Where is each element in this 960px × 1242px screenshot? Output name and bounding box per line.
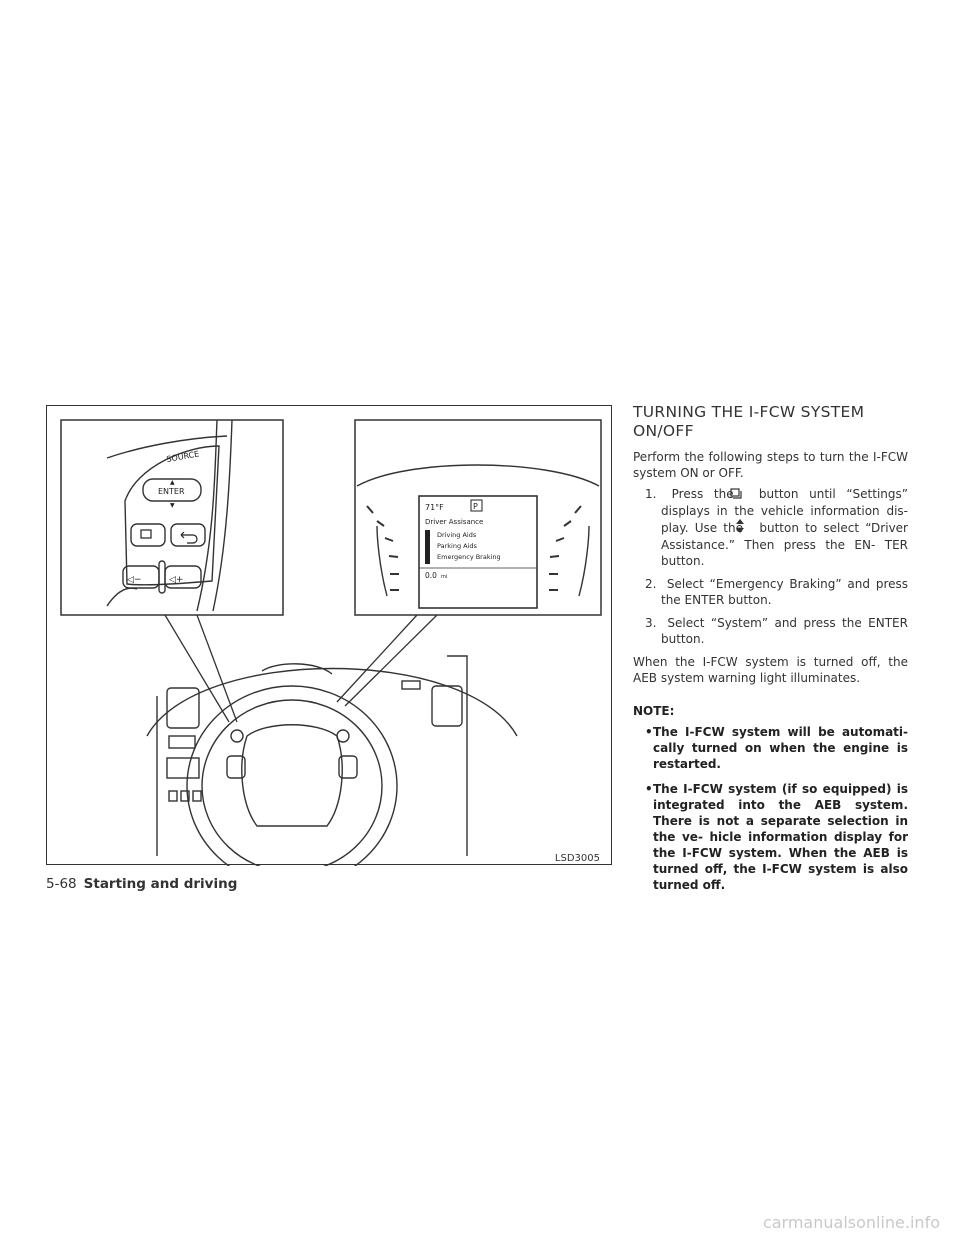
bullet-dot: • <box>645 782 653 796</box>
steering-wheel-illustration <box>46 405 612 865</box>
enter-label: ENTER <box>158 487 185 496</box>
step-text-after: button to select “Driver Assistance.” Then press the EN- TER button. <box>661 521 908 568</box>
steps-list <box>633 486 908 647</box>
step-number: 1. <box>645 487 657 501</box>
note-bullet <box>635 724 908 772</box>
section-heading: TURNING THE I-FCW SYSTEM ON/OFF <box>633 403 865 440</box>
step-text-middle: button until “Settings” displays in the vehicle information dis- play. Use the <box>661 487 908 535</box>
step-item <box>633 576 908 608</box>
down-arrow-glyph: ▼ <box>170 502 175 509</box>
step-number: 3. <box>645 616 657 630</box>
temperature-readout: 71°F <box>425 503 444 512</box>
watermark: carmanualsonline.info <box>762 1213 940 1232</box>
step-text: Select “Emergency Braking” and press the ENTER button. <box>661 577 908 607</box>
menu-scrollbar <box>425 530 430 564</box>
note-text: The I-FCW system (if so equipped) is integrated into the AEB system. There is not a separate selection in the ve- hicle information display for the I-FCW system. When the AEB is turned off, the I-FCW system is also turned off. <box>653 782 908 892</box>
odometer-readout: 0.0 <box>425 571 437 580</box>
step-text: Select “System” and press the ENTER button. <box>661 616 908 646</box>
volume-up-icon: ◁+ <box>169 575 184 585</box>
note-bullet <box>635 781 908 893</box>
menu-item: Driving Aids <box>437 531 477 539</box>
switch-inset-frame <box>61 420 283 615</box>
step-item <box>633 615 908 647</box>
odometer-unit: mi <box>441 574 448 580</box>
page-footer <box>46 876 237 892</box>
section-title: Starting and driving <box>83 876 238 892</box>
gear-indicator: P <box>473 502 478 511</box>
text-column <box>633 403 908 902</box>
callout-lines <box>165 615 437 722</box>
volume-down-icon: ◁− <box>127 575 142 585</box>
step-text-before: Press the <box>671 487 734 501</box>
info-display-screen <box>419 496 537 608</box>
source-label: SOURCE <box>165 449 200 464</box>
bullet-dot: • <box>645 725 653 739</box>
menu-item: Emergency Braking <box>437 553 501 561</box>
step-number: 2. <box>645 577 657 591</box>
after-steps-paragraph: When the I-FCW system is turned off, the AEB system warning light illuminates. <box>633 655 908 685</box>
page-number: 5-68 <box>46 876 77 892</box>
note-text: The I-FCW system will be automati- cally turned on when the engine is restarted. <box>653 725 908 771</box>
step-item <box>633 486 908 569</box>
note-title: NOTE: <box>633 704 675 718</box>
menu-item: Parking Aids <box>437 542 477 550</box>
up-arrow-glyph: ▲ <box>170 479 175 486</box>
menu-title: Driver Assisance <box>425 518 484 526</box>
illustration-svg <box>47 406 613 866</box>
intro-paragraph: Perform the following steps to turn the I-FCW system ON or OFF. <box>633 450 908 480</box>
figure-code: LSD3005 <box>554 853 600 864</box>
dashboard-drawing <box>147 656 517 866</box>
